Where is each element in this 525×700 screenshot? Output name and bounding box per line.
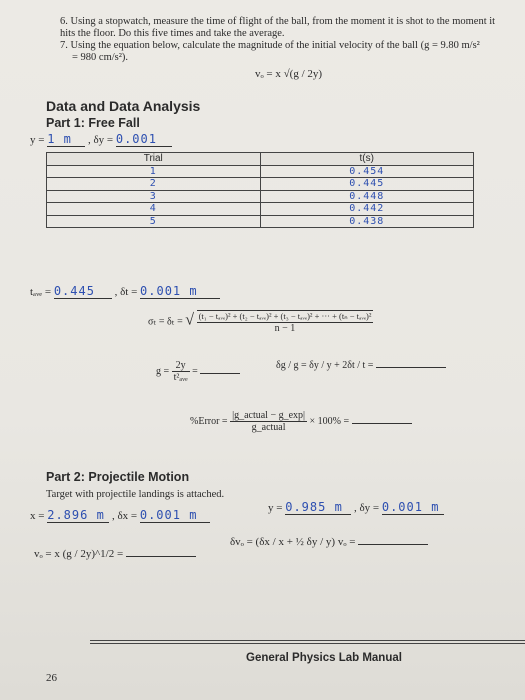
table-row [47,178,474,191]
x-value: 2.896 m [47,508,109,523]
v0-expression: vₒ = x (g / 2y)^1/2 = [34,548,124,560]
x-label: x = [30,510,45,522]
y-label: y = [30,134,45,146]
dt-value: 0.001 m [140,284,220,299]
average-row [30,284,220,299]
y2-value: 0.985 m [285,500,351,515]
dg-answer-blank [376,367,446,368]
page-number: 26 [46,672,57,684]
time-header: t(s) [260,153,474,166]
v0-formula [34,548,196,560]
instruction-6: 6. Using a stopwatch, measure the time of flight of the ball, from the moment it is shot to the moment it hits the floor. Do this five times and take the average. [60,16,496,39]
error-answer-blank [352,423,412,424]
dv0-answer-blank [358,544,428,545]
velocity-formula: vₒ = x √(g / 2y) [255,68,323,80]
part2-title: Part 2: Projectile Motion [46,470,190,484]
error-lhs: %Error = [190,415,228,427]
part1-y-row [30,132,172,147]
section-title: Data and Data Analysis [46,98,201,114]
instruction-7-line2: = 980 cm/s²). [72,52,129,63]
dy2-label: , δy = [353,502,380,514]
error-denominator: g_actual [251,422,286,433]
time-cell: 0.448 [260,190,474,203]
book-title: General Physics Lab Manual [246,652,402,664]
y-value: 1 m [47,132,85,147]
dv0-formula [230,536,428,548]
trial-cell: 2 [47,178,261,191]
dy-value: 0.001 [116,132,172,147]
trial-cell: 3 [47,190,261,203]
trial-cell: 1 [47,165,261,178]
sigma-lhs: σₜ = δₜ = [148,316,183,328]
trial-header: Trial [47,153,261,166]
trial-cell: 4 [47,203,261,216]
dt-label: , δt = [114,286,138,298]
table-row [47,215,474,228]
table-row [47,165,474,178]
time-cell: 0.438 [260,215,474,228]
g-denominator: t²ₐᵥₑ [173,372,188,383]
g-equals: = [192,365,198,377]
error-numerator: |g_actual − g_exp| [232,410,306,421]
trial-cell: 5 [47,215,261,228]
dv0-expression: δvₒ = (δx / x + ½ δy / y) vₒ = [230,536,356,548]
dy-label: , δy = [87,134,114,146]
sigma-denominator: n − 1 [274,323,296,334]
error-rhs: × 100% = [309,415,350,427]
dy2-value: 0.001 m [382,500,444,515]
instruction-7-line1: 7. Using the equation below, calculate the magnitude of the initial velocity of the ball (g = 9.80 m/s² [60,40,480,51]
footer-rule-top [90,640,525,641]
t-avg-label: tₐᵥₑ = [30,286,52,298]
part2-x-row [30,508,210,523]
trial-table [46,152,474,228]
table-row [47,190,474,203]
sigma-numerator: (t₁ − tₐᵥₑ)² + (t₂ − tₐᵥₑ)² + (t₃ − tₐᵥₑ)² + ··· + (tₙ − tₐᵥₑ)² [198,311,372,321]
v0-answer-blank [126,556,196,557]
dg-formula [276,360,446,371]
time-cell: 0.442 [260,203,474,216]
g-formula [156,360,240,383]
g-answer-blank [200,373,240,374]
sigma-formula: σₜ = δₜ = √ (t₁ − tₐᵥₑ)² + (t₂ − tₐᵥₑ)² + (t₃ − tₐᵥₑ)² + ··· + (tₙ − tₐᵥₑ)² n − 1 [148,311,372,334]
time-cell: 0.445 [260,178,474,191]
g-lhs: g = [156,365,170,377]
table-row [47,203,474,216]
time-cell: 0.454 [260,165,474,178]
dx-value: 0.001 m [140,508,210,523]
dg-expression: δg / g = δy / y + 2δt / t = [276,360,374,371]
t-avg-value: 0.445 [54,284,112,299]
part2-y-row [268,500,444,515]
g-numerator: 2y [172,360,190,372]
dx-label: , δx = [111,510,138,522]
percent-error-formula [190,410,412,433]
y2-label: y = [268,502,283,514]
footer-rule-bottom [90,643,525,644]
part1-title: Part 1: Free Fall [46,116,140,130]
part2-subtitle: Target with projectile landings is attached. [46,489,225,500]
